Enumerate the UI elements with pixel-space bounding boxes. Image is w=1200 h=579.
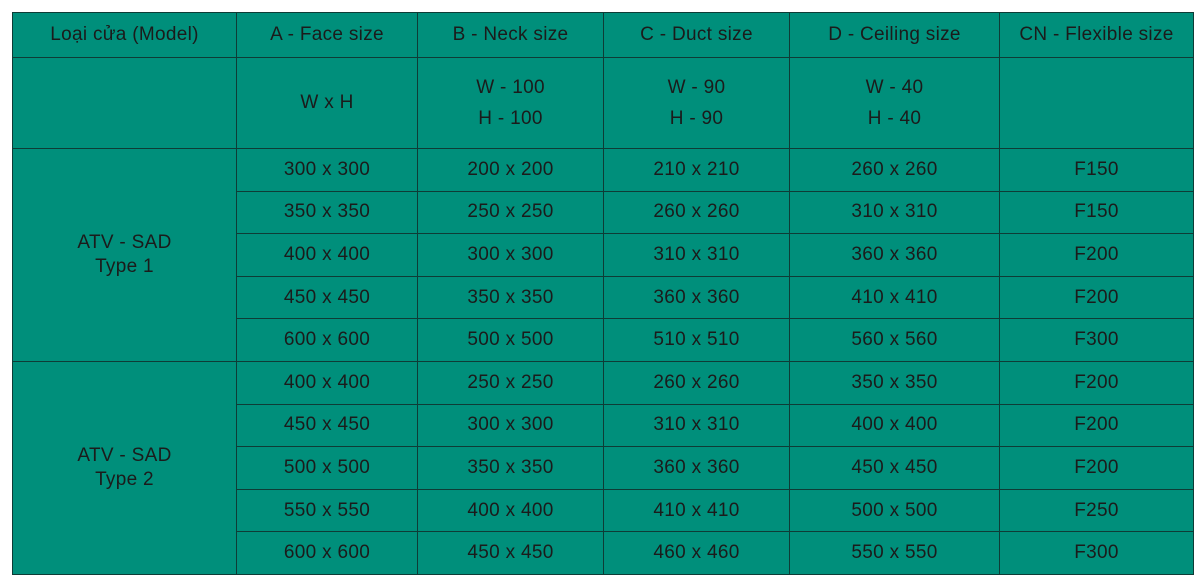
header-neck-size: B - Neck size [418, 13, 604, 58]
duct-size-cell: 360 x 360 [604, 447, 790, 490]
face-size-cell: 600 x 600 [237, 319, 418, 362]
subheader-ceiling [790, 58, 1000, 149]
face-size-cell: 400 x 400 [237, 361, 418, 404]
face-size-cell: 350 x 350 [237, 191, 418, 234]
duct-size-cell: 360 x 360 [604, 276, 790, 319]
flexible-size-cell: F200 [1000, 361, 1194, 404]
face-size-cell: 550 x 550 [237, 489, 418, 532]
subheader-duct-h: H - 90 [669, 108, 724, 129]
header-duct-size: C - Duct size [604, 13, 790, 58]
duct-size-cell: 460 x 460 [604, 532, 790, 575]
flexible-size-cell: F200 [1000, 276, 1194, 319]
flexible-size-cell: F150 [1000, 149, 1194, 192]
ceiling-size-cell: 310 x 310 [790, 191, 1000, 234]
flexible-size-cell: F200 [1000, 447, 1194, 490]
neck-size-cell: 300 x 300 [418, 404, 604, 447]
table-row [13, 361, 1194, 404]
duct-size-cell: 210 x 210 [604, 149, 790, 192]
neck-size-cell: 300 x 300 [418, 234, 604, 277]
ceiling-size-cell: 500 x 500 [790, 489, 1000, 532]
face-size-cell: 500 x 500 [237, 447, 418, 490]
face-size-cell: 400 x 400 [237, 234, 418, 277]
model-cell-type2 [13, 361, 237, 574]
model-name: ATV - SAD [77, 444, 172, 466]
ceiling-size-cell: 350 x 350 [790, 361, 1000, 404]
duct-size-cell: 410 x 410 [604, 489, 790, 532]
neck-size-cell: 350 x 350 [418, 447, 604, 490]
neck-size-cell: 200 x 200 [418, 149, 604, 192]
subheader-neck [418, 58, 604, 149]
face-size-cell: 450 x 450 [237, 404, 418, 447]
duct-size-cell: 510 x 510 [604, 319, 790, 362]
flexible-size-cell: F300 [1000, 319, 1194, 362]
ceiling-size-cell: 550 x 550 [790, 532, 1000, 575]
model-type: Type 1 [95, 255, 154, 277]
duct-size-cell: 260 x 260 [604, 191, 790, 234]
flexible-size-cell: F250 [1000, 489, 1194, 532]
ceiling-size-cell: 260 x 260 [790, 149, 1000, 192]
duct-size-cell: 260 x 260 [604, 361, 790, 404]
ceiling-size-cell: 400 x 400 [790, 404, 1000, 447]
model-name: ATV - SAD [77, 231, 172, 253]
subheader-neck-w: W - 100 [476, 77, 545, 98]
ceiling-size-cell: 360 x 360 [790, 234, 1000, 277]
ceiling-size-cell: 450 x 450 [790, 447, 1000, 490]
face-size-cell: 600 x 600 [237, 532, 418, 575]
model-type: Type 2 [95, 468, 154, 490]
subheader-ceiling-h: H - 40 [867, 108, 922, 129]
neck-size-cell: 250 x 250 [418, 361, 604, 404]
duct-size-cell: 310 x 310 [604, 404, 790, 447]
subheader-model [13, 58, 237, 149]
table-row [13, 149, 1194, 192]
neck-size-cell: 450 x 450 [418, 532, 604, 575]
header-flexible-size: CN - Flexible size [1000, 13, 1194, 58]
subheader-flexible [1000, 58, 1194, 149]
header-face-size: A - Face size [237, 13, 418, 58]
subheader-duct [604, 58, 790, 149]
neck-size-cell: 500 x 500 [418, 319, 604, 362]
subheader-row [13, 58, 1194, 149]
face-size-cell: 450 x 450 [237, 276, 418, 319]
face-size-cell: 300 x 300 [237, 149, 418, 192]
flexible-size-cell: F300 [1000, 532, 1194, 575]
neck-size-cell: 250 x 250 [418, 191, 604, 234]
flexible-size-cell: F200 [1000, 234, 1194, 277]
header-ceiling-size: D - Ceiling size [790, 13, 1000, 58]
header-model: Loại cửa (Model) [13, 13, 237, 58]
neck-size-cell: 350 x 350 [418, 276, 604, 319]
ceiling-size-cell: 410 x 410 [790, 276, 1000, 319]
subheader-duct-w: W - 90 [667, 77, 726, 98]
flexible-size-cell: F200 [1000, 404, 1194, 447]
neck-size-cell: 400 x 400 [418, 489, 604, 532]
header-row [13, 13, 1194, 58]
ceiling-size-cell: 560 x 560 [790, 319, 1000, 362]
model-cell-type1 [13, 149, 237, 362]
flexible-size-cell: F150 [1000, 191, 1194, 234]
subheader-ceiling-w: W - 40 [865, 77, 924, 98]
size-table [12, 12, 1194, 575]
duct-size-cell: 310 x 310 [604, 234, 790, 277]
subheader-face: W x H [237, 58, 418, 149]
subheader-neck-h: H - 100 [478, 108, 543, 129]
